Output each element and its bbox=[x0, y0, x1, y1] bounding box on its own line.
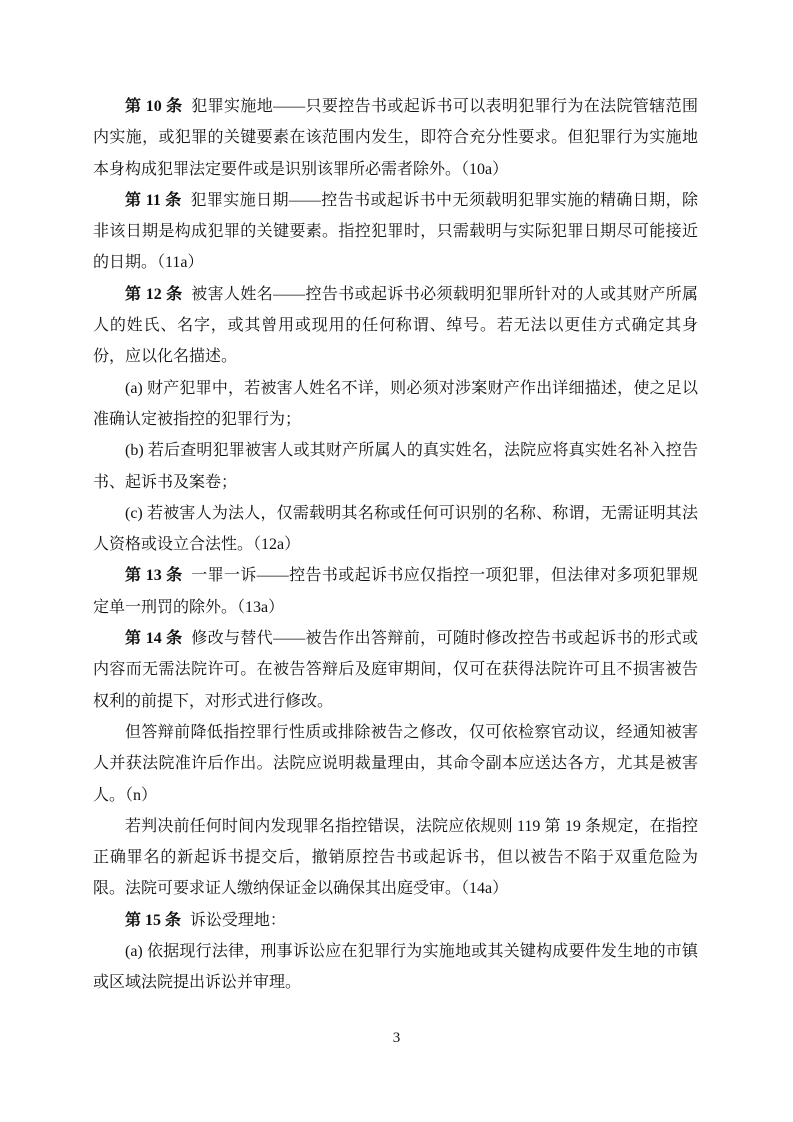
article-14-number: 第 14 条 bbox=[125, 630, 183, 648]
article-12-item-a-text: (a) 财产犯罪中，若被害人姓名不详，则必须对涉案财产作出详细描述，使之足以准确认定被指控的犯罪行为； bbox=[93, 379, 698, 428]
article-11-text: 犯罪实施日期——控告书或起诉书中无须载明犯罪实施的精确日期，除非该日期是构成犯罪的关键要素。指控犯罪时，只需载明与实际犯罪日期尽可能接近的日期。（11a） bbox=[93, 191, 698, 272]
article-15-item-a-text: (a) 依据现行法律，刑事诉讼应在犯罪行为实施地或其关键构成要件发生地的市镇或区域法院提出诉讼并审理。 bbox=[93, 943, 698, 992]
article-12-item-c-text: (c) 若被害人为法人，仅需载明其名称或任何可识别的名称、称谓，无需证明其法人资格或设立合法性。（12a） bbox=[93, 504, 698, 554]
paragraph-article-13 bbox=[93, 560, 698, 623]
paragraph-article-15-item-a bbox=[93, 936, 698, 999]
paragraph-article-14-third bbox=[93, 811, 698, 905]
article-11-number: 第 11 条 bbox=[125, 191, 182, 209]
paragraph-article-12-item-a bbox=[93, 373, 698, 436]
paragraph-article-12-item-b bbox=[93, 435, 698, 498]
page-number: 3 bbox=[392, 1030, 401, 1046]
article-15-text: 诉讼受理地： bbox=[189, 911, 286, 929]
article-14-second-text: 但答辩前降低指控罪行性质或排除被告之修改，仅可依检察官动议，经通知被害人并获法院准许后作出。法院应说明裁量理由，其命令副本应送达各方，尤其是被害人。（n） bbox=[93, 723, 698, 804]
paragraph-article-14 bbox=[93, 623, 698, 717]
paragraph-article-14-second bbox=[93, 717, 698, 811]
article-14-text: 修改与替代——被告作出答辩前，可随时修改控告书或起诉书的形式或内容而无需法院许可。在被告答辩后及庭审期间，仅可在获得法院许可且不损害被告权利的前提下，对形式进行修改。 bbox=[93, 630, 698, 710]
article-10-text: 犯罪实施地——只要控告书或起诉书可以表明犯罪行为在法院管辖范围内实施，或犯罪的关键要素在该范围内发生，即符合充分性要求。但犯罪行为实施地本身构成犯罪法定要件或是识别该罪所必需者除外。（10a） bbox=[93, 98, 698, 178]
article-10-number: 第 10 条 bbox=[125, 98, 183, 115]
paragraph-article-12-item-c bbox=[93, 498, 698, 561]
paragraph-article-11 bbox=[93, 185, 698, 279]
article-15-number: 第 15 条 bbox=[125, 911, 182, 929]
article-12-number: 第 12 条 bbox=[125, 285, 183, 303]
document-body bbox=[93, 91, 698, 999]
paragraph-article-12 bbox=[93, 279, 698, 373]
article-14-third-text: 若判决前任何时间内发现罪名指控错误，法院应依规则 119 第 19 条规定，在指控正确罪名的新起诉书提交后，撤销原控告书或起诉书，但以被告不陷于双重危险为限。法院可要求证人缴纳保证金以确保其出庭受审。（14a） bbox=[93, 817, 698, 898]
article-13-number: 第 13 条 bbox=[125, 567, 183, 585]
article-12-item-b-text: (b) 若后查明犯罪被害人或其财产所属人的真实姓名，法院应将真实姓名补入控告书、起诉书及案卷； bbox=[93, 442, 698, 491]
paragraph-article-10 bbox=[93, 91, 698, 185]
paragraph-article-15 bbox=[93, 905, 698, 936]
article-13-text: 一罪一诉——控告书或起诉书应仅指控一项犯罪，但法律对多项犯罪规定单一刑罚的除外。（13a） bbox=[93, 567, 698, 616]
article-12-text: 被害人姓名——控告书或起诉书必须载明犯罪所针对的人或其财产所属人的姓氏、名字，或其曾用或现用的任何称谓、绰号。若无法以更佳方式确定其身份，应以化名描述。 bbox=[93, 285, 698, 366]
